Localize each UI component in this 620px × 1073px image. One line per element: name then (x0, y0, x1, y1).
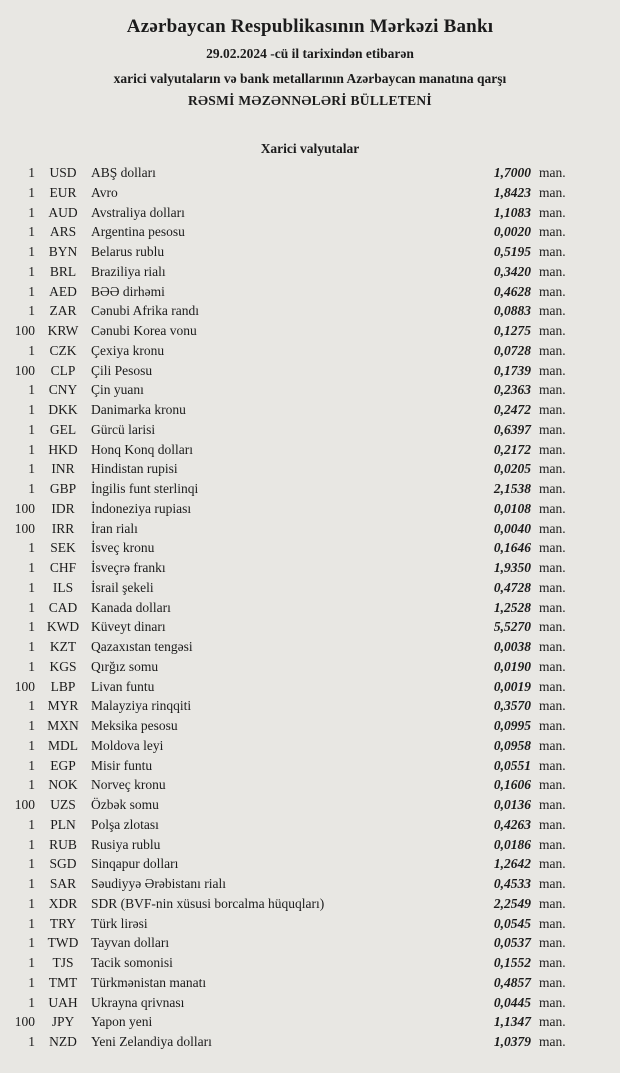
currency-code-cell: BRL (49, 263, 77, 279)
currency-code-cell: KGS (49, 658, 77, 674)
unit-label-cell: man. (539, 856, 566, 872)
currency-code-cell: KZT (49, 639, 77, 654)
currency-name-cell: Livan funtu (91, 678, 155, 694)
currency-name-cell: Gürcü larisi (91, 421, 156, 437)
rate-value-cell: 0,5195 (493, 244, 531, 259)
bank-name-title: Azərbaycan Respublikasının Mərkəzi Bankı (126, 16, 494, 37)
unit-label-cell: man. (539, 816, 566, 832)
quantity-cell: 1 (28, 955, 35, 970)
currency-name-cell: İran rialı (91, 520, 138, 536)
currency-row (8, 598, 575, 618)
quantity-cell: 1 (28, 757, 35, 773)
unit-label-cell: man. (539, 204, 566, 220)
bulletin-subtitle: xarici valyutaların və bank metallarının Azərbaycan manatına qarşı (113, 71, 507, 86)
currency-name-cell: Cənubi Korea vonu (91, 323, 197, 338)
currency-name-cell: Argentina pesosu (91, 224, 185, 240)
currency-row (8, 835, 575, 855)
currency-row (8, 578, 575, 598)
quantity-cell: 1 (28, 421, 35, 437)
quantity-cell: 1 (28, 184, 35, 200)
unit-label-cell: man. (539, 540, 566, 556)
rate-value-cell: 0,0040 (493, 520, 531, 536)
currency-name-cell: BƏƏ dirhəmi (91, 283, 165, 299)
rate-value-cell: 0,1646 (493, 540, 531, 556)
currency-name-cell: Honq Konq dolları (91, 441, 193, 457)
currency-name-cell: Türk lirəsi (91, 915, 148, 931)
quantity-cell: 1 (28, 441, 35, 457)
currency-name-cell: Avro (91, 184, 118, 200)
unit-label-cell: man. (539, 974, 566, 990)
rate-value-cell: 0,4263 (493, 816, 531, 832)
currency-row (8, 874, 575, 894)
currency-code-cell: TJS (52, 955, 74, 970)
quantity-cell: 1 (28, 619, 35, 635)
rate-value-cell: 0,0186 (493, 836, 531, 852)
currency-row (8, 854, 575, 874)
currency-name-cell: SDR (BVF-nin xüsusi borcalma hüquqları) (91, 895, 325, 911)
quantity-cell: 100 (14, 500, 35, 516)
quantity-cell: 1 (28, 342, 35, 358)
rate-value-cell: 0,1552 (493, 955, 531, 970)
currency-name-cell: Cənubi Afrika randı (91, 303, 199, 319)
currency-name-cell: Qazaxıstan tengəsi (91, 639, 193, 654)
quantity-cell: 1 (28, 560, 35, 575)
currency-name-cell: İndoneziya rupiası (91, 500, 192, 516)
currency-row (8, 677, 575, 697)
unit-label-cell: man. (539, 698, 566, 714)
currency-code-cell: CAD (48, 599, 78, 615)
rate-value-cell: 0,0537 (493, 935, 531, 951)
currency-code-cell: EUR (49, 184, 77, 200)
quantity-cell: 100 (14, 1014, 35, 1030)
currency-row (8, 321, 575, 341)
currency-name-cell: Səudiyyə Ərəbistanı rialı (91, 876, 226, 891)
currency-name-cell: Malayziya rinqqiti (91, 698, 192, 714)
rate-value-cell: 0,0958 (493, 737, 531, 753)
currency-name-cell: Braziliya rialı (91, 263, 166, 279)
quantity-cell: 1 (28, 579, 35, 595)
unit-label-cell: man. (539, 619, 566, 635)
currency-code-cell: UAH (48, 994, 78, 1010)
quantity-cell: 1 (28, 915, 35, 931)
quantity-cell: 1 (28, 599, 35, 615)
currency-name-cell: Belarus rublu (91, 244, 165, 259)
quantity-cell: 1 (28, 994, 35, 1010)
currency-code-cell: GEL (49, 421, 77, 437)
unit-label-cell: man. (539, 283, 566, 299)
currency-name-cell: Sinqapur dolları (91, 856, 179, 872)
currency-row (8, 914, 575, 934)
currency-row (8, 637, 575, 657)
quantity-cell: 100 (14, 678, 35, 694)
unit-label-cell: man. (539, 797, 566, 812)
currency-code-cell: CNY (48, 382, 78, 398)
currency-name-cell: Qırğız somu (91, 658, 159, 674)
quantity-cell: 1 (28, 382, 35, 398)
rate-value-cell: 0,2363 (493, 382, 531, 398)
currency-name-cell: İsveçrə frankı (91, 560, 166, 575)
quantity-cell: 100 (14, 797, 35, 812)
currency-code-cell: MDL (48, 737, 78, 753)
rate-value-cell: 1,1083 (493, 204, 531, 220)
currency-code-cell: TMT (48, 974, 78, 990)
currency-code-cell: AED (49, 283, 77, 299)
unit-label-cell: man. (539, 737, 566, 753)
currency-code-cell: RUB (49, 836, 77, 852)
unit-label-cell: man. (539, 244, 566, 259)
rate-value-cell: 0,0019 (493, 678, 531, 694)
currency-code-cell: TWD (47, 935, 79, 951)
currency-code-cell: MYR (47, 698, 79, 714)
quantity-cell: 1 (28, 204, 35, 220)
unit-label-cell: man. (539, 481, 566, 496)
currency-name-cell: Çexiya kronu (91, 342, 165, 358)
currency-code-cell: AUD (48, 204, 78, 220)
currency-row (8, 1032, 575, 1052)
unit-label-cell: man. (539, 382, 566, 398)
unit-label-cell: man. (539, 441, 566, 457)
currency-row (8, 795, 575, 815)
currency-row (8, 558, 575, 578)
unit-label-cell: man. (539, 639, 566, 654)
currency-code-cell: SAR (49, 876, 77, 891)
currency-row (8, 933, 575, 953)
section-title-foreign-currencies: Xarici valyutalar (260, 141, 360, 156)
currency-row (8, 993, 575, 1013)
currency-code-cell: SGD (49, 856, 77, 872)
quantity-cell: 100 (14, 520, 35, 536)
currency-code-cell: CHF (49, 560, 77, 575)
currency-row (8, 282, 575, 302)
rate-value-cell: 0,0038 (493, 639, 531, 654)
currency-name-cell: Çin yuanı (91, 382, 144, 398)
currency-code-cell: PLN (50, 816, 76, 832)
quantity-cell: 1 (28, 974, 35, 990)
quantity-cell: 1 (28, 263, 35, 279)
rate-value-cell: 0,4728 (493, 579, 531, 595)
quantity-cell: 1 (28, 1034, 35, 1049)
quantity-cell: 1 (28, 698, 35, 714)
currency-code-cell: IDR (51, 500, 75, 516)
unit-label-cell: man. (539, 718, 566, 733)
rate-value-cell: 0,0190 (493, 658, 531, 674)
currency-name-cell: Meksika pesosu (91, 718, 178, 733)
unit-label-cell: man. (539, 184, 566, 200)
unit-label-cell: man. (539, 915, 566, 931)
rate-value-cell: 0,3420 (493, 263, 531, 279)
quantity-cell: 1 (28, 718, 35, 733)
effective-date-line: 29.02.2024 -cü il tarixindən etibarən (206, 46, 414, 61)
currency-name-cell: Danimarka kronu (91, 402, 186, 417)
currency-code-cell: XDR (48, 895, 78, 911)
unit-label-cell: man. (539, 777, 566, 793)
rate-value-cell: 0,1739 (493, 362, 531, 378)
currency-row (8, 222, 575, 242)
currency-row (8, 736, 575, 756)
currency-name-cell: İsveç kronu (91, 540, 155, 556)
rate-value-cell: 0,0445 (493, 994, 531, 1010)
currency-code-cell: EGP (50, 757, 76, 773)
currency-row (8, 1012, 575, 1032)
currency-row (8, 301, 575, 321)
rate-value-cell: 2,1538 (493, 481, 531, 496)
unit-label-cell: man. (539, 955, 566, 970)
unit-label-cell: man. (539, 895, 566, 911)
currency-row (8, 953, 575, 973)
quantity-cell: 1 (28, 303, 35, 319)
currency-code-cell: INR (51, 461, 75, 477)
rate-value-cell: 0,4628 (493, 283, 531, 299)
currency-row (8, 361, 575, 381)
currency-name-cell: Çili Pesosu (91, 362, 153, 378)
currency-code-cell: ZAR (49, 303, 77, 319)
unit-label-cell: man. (539, 165, 566, 180)
currency-name-cell: Türkmənistan manatı (91, 974, 207, 990)
currency-row (8, 400, 575, 420)
quantity-cell: 1 (28, 461, 35, 477)
currency-row (8, 163, 575, 183)
currency-name-cell: Tacik somonisi (91, 955, 173, 970)
currency-code-cell: MXN (47, 718, 79, 733)
currency-row (8, 242, 575, 262)
currency-row (8, 380, 575, 400)
quantity-cell: 1 (28, 658, 35, 674)
quantity-cell: 1 (28, 935, 35, 951)
currency-row (8, 894, 575, 914)
unit-label-cell: man. (539, 263, 566, 279)
currency-name-cell: Küveyt dinarı (91, 619, 166, 635)
currency-code-cell: HKD (48, 441, 78, 457)
rate-value-cell: 0,0883 (493, 303, 531, 319)
unit-label-cell: man. (539, 224, 566, 240)
rate-value-cell: 0,6397 (493, 421, 531, 437)
currency-row (8, 479, 575, 499)
rate-value-cell: 0,0020 (493, 224, 531, 240)
rate-value-cell: 0,0136 (493, 797, 531, 812)
quantity-cell: 1 (28, 639, 35, 654)
currency-row (8, 183, 575, 203)
currency-code-cell: JPY (51, 1014, 75, 1030)
unit-label-cell: man. (539, 520, 566, 536)
unit-label-cell: man. (539, 500, 566, 516)
rate-value-cell: 1,7000 (493, 165, 531, 180)
currency-name-cell: Polşa zlotası (91, 816, 159, 832)
currency-code-cell: KWD (46, 619, 80, 635)
unit-label-cell: man. (539, 461, 566, 477)
unit-label-cell: man. (539, 876, 566, 891)
currency-code-cell: DKK (48, 402, 78, 417)
currency-row (8, 617, 575, 637)
quantity-cell: 1 (28, 481, 35, 496)
quantity-cell: 1 (28, 283, 35, 299)
unit-label-cell: man. (539, 836, 566, 852)
currency-name-cell: Ukrayna qrivnası (91, 994, 185, 1010)
currency-code-cell: TRY (49, 915, 77, 931)
rate-value-cell: 0,4857 (493, 974, 531, 990)
unit-label-cell: man. (539, 323, 566, 338)
unit-label-cell: man. (539, 402, 566, 417)
rate-value-cell: 0,2172 (493, 441, 531, 457)
currency-code-cell: NZD (49, 1034, 77, 1049)
currency-code-cell: LBP (50, 678, 76, 694)
quantity-cell: 1 (28, 895, 35, 911)
currency-code-cell: IRR (51, 520, 75, 536)
currency-row (8, 973, 575, 993)
rate-value-cell: 2,2549 (493, 895, 531, 911)
unit-label-cell: man. (539, 579, 566, 595)
quantity-cell: 1 (28, 224, 35, 240)
currency-code-cell: CZK (49, 342, 77, 358)
currency-name-cell: Kanada dolları (91, 599, 171, 615)
currency-name-cell: Tayvan dolları (91, 935, 170, 951)
currency-name-cell: İngilis funt sterlinqi (91, 481, 199, 496)
currency-code-cell: NOK (48, 777, 78, 793)
rate-value-cell: 0,3570 (493, 698, 531, 714)
unit-label-cell: man. (539, 303, 566, 319)
currency-code-cell: ARS (49, 224, 77, 240)
currency-row (8, 657, 575, 677)
quantity-cell: 1 (28, 777, 35, 793)
quantity-cell: 1 (28, 402, 35, 417)
unit-label-cell: man. (539, 935, 566, 951)
quantity-cell: 1 (28, 244, 35, 259)
quantity-cell: 1 (28, 737, 35, 753)
unit-label-cell: man. (539, 757, 566, 773)
quantity-cell: 100 (14, 362, 35, 378)
bulletin-header (0, 15, 620, 108)
quantity-cell: 1 (28, 540, 35, 556)
currency-row (8, 440, 575, 460)
currency-code-cell: ILS (52, 579, 74, 595)
rate-value-cell: 1,2528 (493, 599, 531, 615)
exchange-rates-table (0, 163, 620, 1052)
quantity-cell: 1 (28, 876, 35, 891)
rate-value-cell: 0,0728 (493, 342, 531, 358)
unit-label-cell: man. (539, 994, 566, 1010)
rate-value-cell: 1,8423 (493, 184, 531, 200)
quantity-cell: 1 (28, 836, 35, 852)
currency-row (8, 459, 575, 479)
unit-label-cell: man. (539, 658, 566, 674)
rate-value-cell: 1,2642 (493, 856, 531, 872)
currency-row (8, 696, 575, 716)
currency-code-cell: UZS (50, 797, 76, 812)
currency-row (8, 499, 575, 519)
unit-label-cell: man. (539, 421, 566, 437)
rate-value-cell: 1,1347 (493, 1014, 531, 1030)
rate-value-cell: 5,5270 (493, 619, 531, 635)
rate-value-cell: 0,1275 (493, 323, 531, 338)
currency-name-cell: Hindistan rupisi (91, 461, 178, 477)
quantity-cell: 100 (14, 323, 35, 338)
currency-code-cell: CLP (50, 362, 76, 378)
currency-row (8, 203, 575, 223)
currency-code-cell: SEK (50, 540, 76, 556)
currency-code-cell: BYN (48, 244, 78, 259)
currency-name-cell: Norveç kronu (91, 777, 166, 793)
currency-name-cell: Misir funtu (91, 757, 153, 773)
unit-label-cell: man. (539, 560, 566, 575)
currency-name-cell: Yeni Zelandiya dolları (91, 1034, 212, 1049)
rate-value-cell: 0,1606 (493, 777, 531, 793)
unit-label-cell: man. (539, 362, 566, 378)
currency-row (8, 538, 575, 558)
unit-label-cell: man. (539, 342, 566, 358)
rate-value-cell: 1,9350 (493, 560, 531, 575)
quantity-cell: 1 (28, 816, 35, 832)
currency-row (8, 815, 575, 835)
currency-name-cell: Rusiya rublu (91, 836, 161, 852)
currency-name-cell: İsrail şekeli (91, 579, 154, 595)
currency-row (8, 262, 575, 282)
rate-value-cell: 0,0551 (493, 757, 531, 773)
rate-value-cell: 0,4533 (493, 876, 531, 891)
unit-label-cell: man. (539, 1034, 566, 1049)
rate-value-cell: 1,0379 (493, 1034, 531, 1049)
currency-code-cell: GBP (49, 481, 77, 496)
unit-label-cell: man. (539, 678, 566, 694)
currency-name-cell: ABŞ dolları (91, 165, 156, 180)
currency-name-cell: Avstraliya dolları (91, 204, 185, 220)
currency-row (8, 519, 575, 539)
currency-row (8, 756, 575, 776)
rate-value-cell: 0,0545 (493, 915, 531, 931)
rate-value-cell: 0,2472 (493, 402, 531, 417)
currency-row (8, 341, 575, 361)
currency-code-cell: USD (49, 165, 77, 180)
currency-code-cell: KRW (47, 323, 79, 338)
currency-row (8, 775, 575, 795)
unit-label-cell: man. (539, 1014, 566, 1030)
quantity-cell: 1 (28, 165, 35, 180)
currency-row (8, 420, 575, 440)
bulletin-title: RƏSMİ MƏZƏNNƏLƏRİ BÜLLETENİ (187, 93, 432, 108)
currency-name-cell: Moldova leyi (91, 737, 164, 753)
currency-name-cell: Özbək somu (91, 797, 159, 812)
currency-name-cell: Yapon yeni (91, 1014, 153, 1030)
unit-label-cell: man. (539, 599, 566, 615)
rate-value-cell: 0,0205 (493, 461, 531, 477)
rate-value-cell: 0,0995 (493, 718, 531, 733)
currency-row (8, 716, 575, 736)
quantity-cell: 1 (28, 856, 35, 872)
rate-value-cell: 0,0108 (493, 500, 531, 516)
